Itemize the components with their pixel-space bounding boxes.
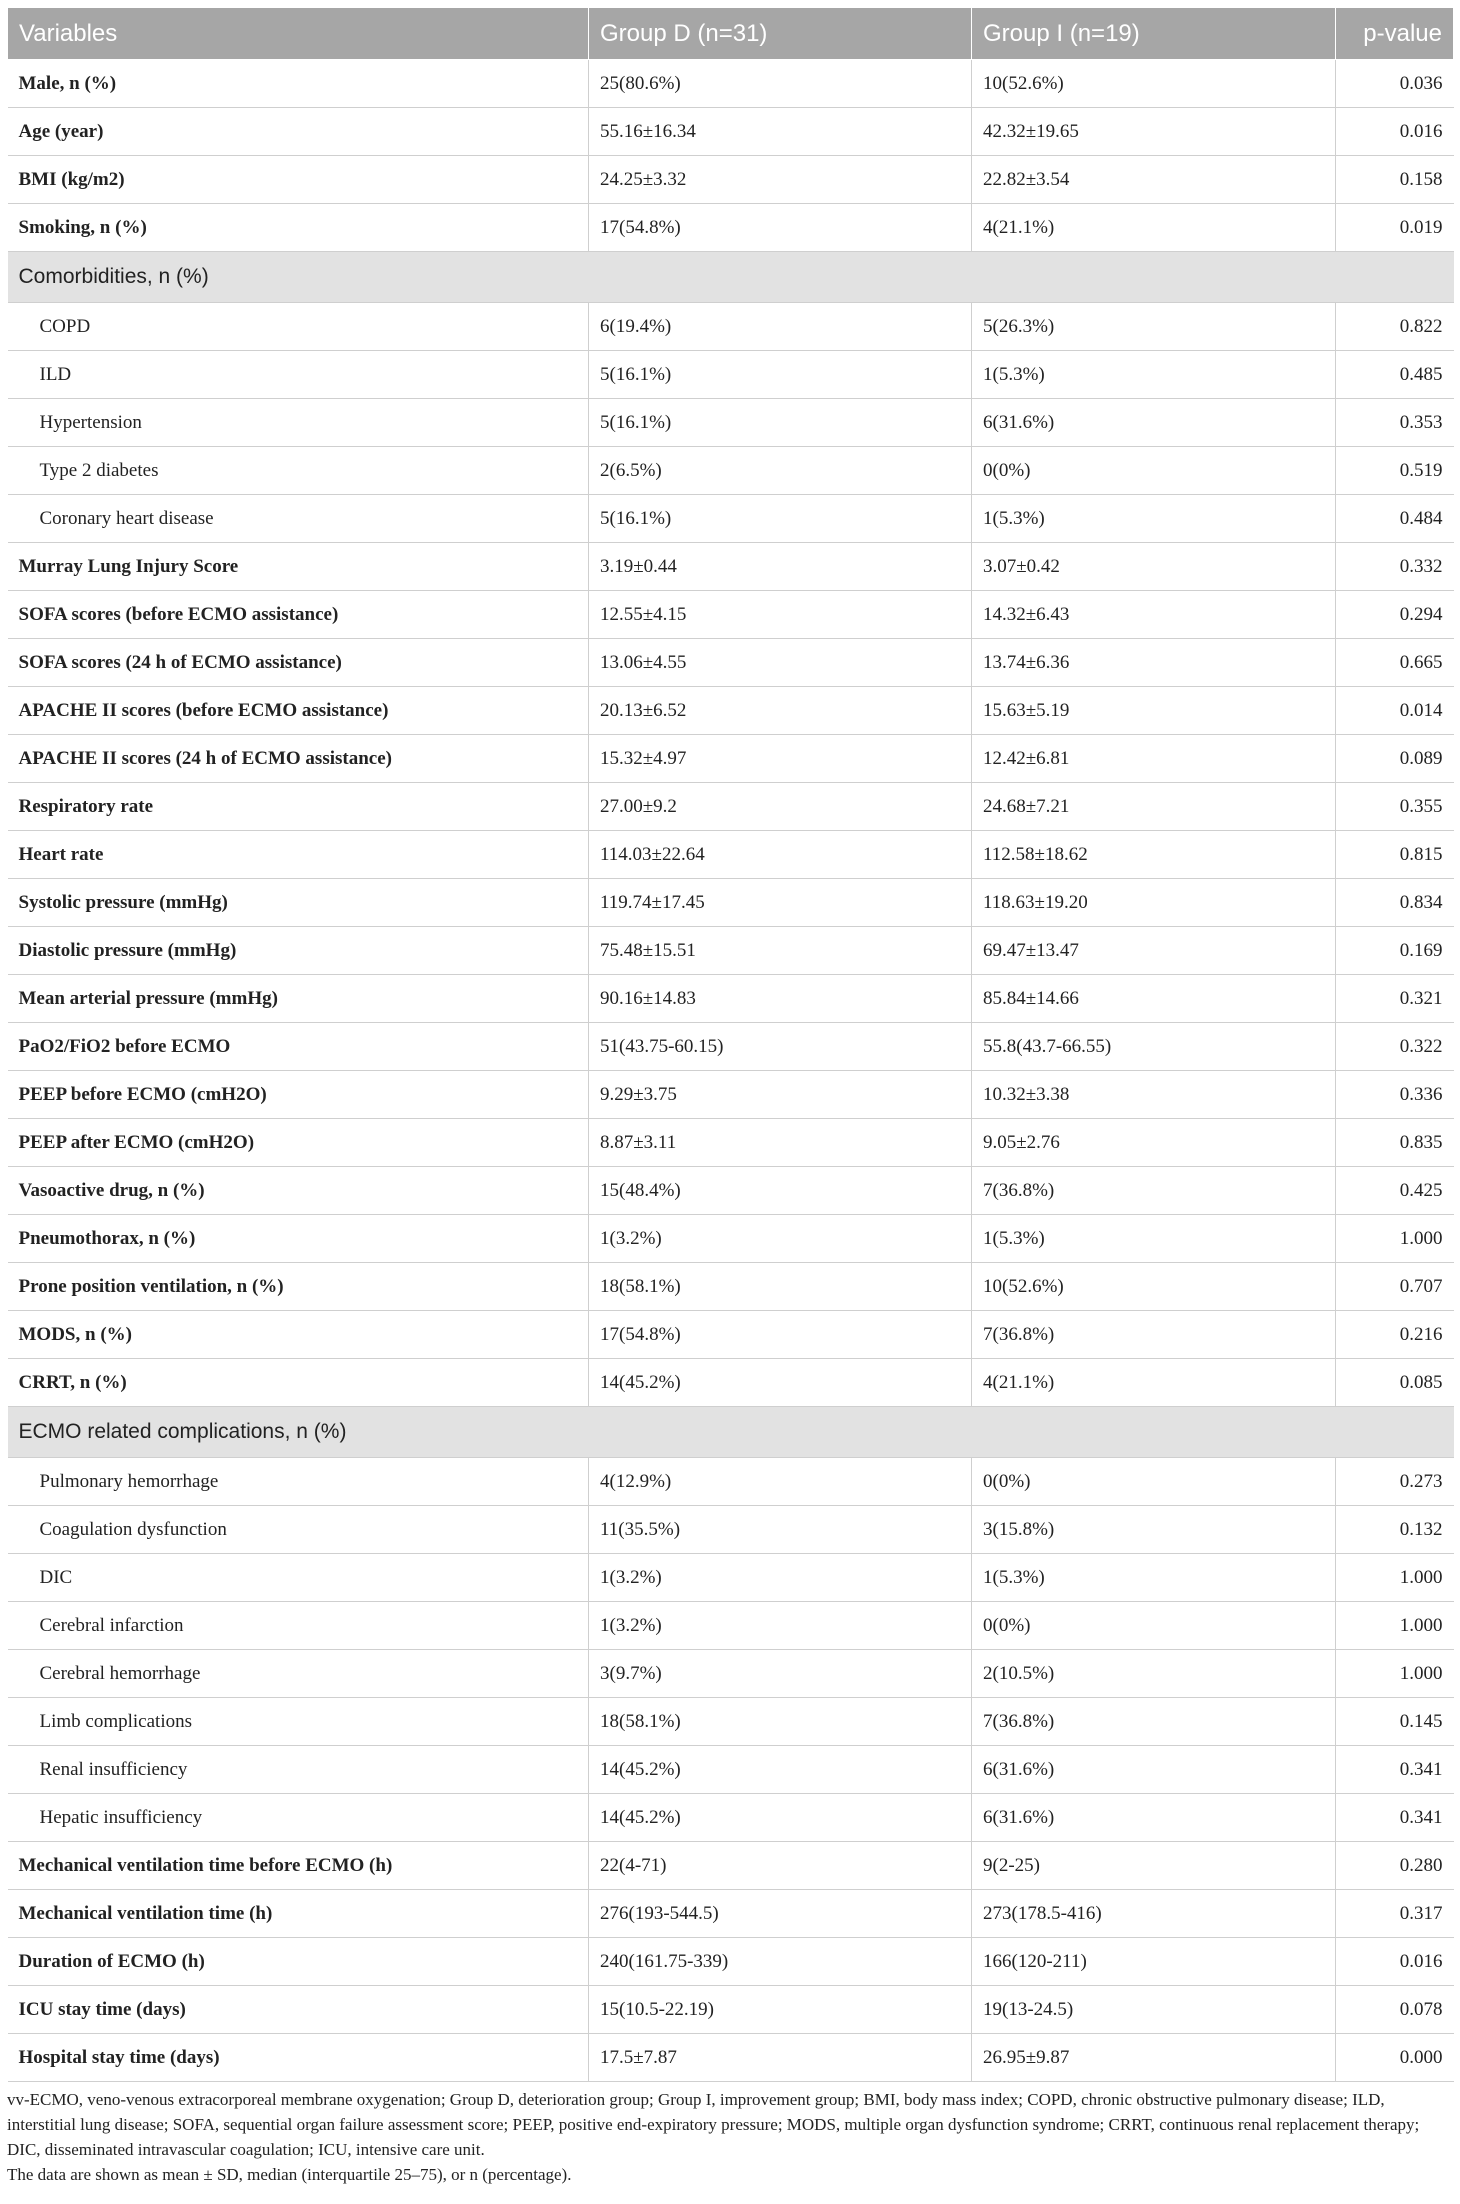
row-variable: Mechanical ventilation time (h) [8, 1890, 589, 1938]
row-group-i-value: 7(36.8%) [972, 1167, 1336, 1215]
row-p-value: 0.341 [1336, 1746, 1454, 1794]
header-variables: Variables [8, 8, 589, 60]
row-group-i-value: 15.63±5.19 [972, 687, 1336, 735]
row-p-value: 0.322 [1336, 1023, 1454, 1071]
row-variable: Prone position ventilation, n (%) [8, 1263, 589, 1311]
table-row [8, 1458, 1454, 1506]
row-group-i-value: 2(10.5%) [972, 1650, 1336, 1698]
row-group-i-value: 7(36.8%) [972, 1311, 1336, 1359]
row-variable: Hospital stay time (days) [8, 2034, 589, 2082]
row-variable: Coronary heart disease [8, 495, 589, 543]
row-variable: ICU stay time (days) [8, 1986, 589, 2034]
table-row [8, 1842, 1454, 1890]
table-row [8, 783, 1454, 831]
table-row [8, 1263, 1454, 1311]
row-group-d-value: 17.5±7.87 [589, 2034, 972, 2082]
section-title: ECMO related complications, n (%) [8, 1407, 1454, 1458]
row-group-i-value: 55.8(43.7-66.55) [972, 1023, 1336, 1071]
table-row [8, 927, 1454, 975]
table-row [8, 1746, 1454, 1794]
table-row [8, 1602, 1454, 1650]
row-p-value: 0.014 [1336, 687, 1454, 735]
row-variable: APACHE II scores (before ECMO assistance) [8, 687, 589, 735]
row-group-i-value: 273(178.5-416) [972, 1890, 1336, 1938]
row-p-value: 0.019 [1336, 204, 1454, 252]
row-group-i-value: 10(52.6%) [972, 60, 1336, 108]
row-group-d-value: 27.00±9.2 [589, 783, 972, 831]
row-group-i-value: 7(36.8%) [972, 1698, 1336, 1746]
row-group-d-value: 18(58.1%) [589, 1263, 972, 1311]
row-variable: Renal insufficiency [8, 1746, 589, 1794]
row-group-d-value: 22(4-71) [589, 1842, 972, 1890]
row-group-d-value: 15(48.4%) [589, 1167, 972, 1215]
row-variable: SOFA scores (before ECMO assistance) [8, 591, 589, 639]
row-p-value: 0.085 [1336, 1359, 1454, 1407]
row-group-i-value: 3.07±0.42 [972, 543, 1336, 591]
row-variable: CRRT, n (%) [8, 1359, 589, 1407]
table-row [8, 1938, 1454, 1986]
row-p-value: 0.707 [1336, 1263, 1454, 1311]
row-group-d-value: 114.03±22.64 [589, 831, 972, 879]
row-variable: Pulmonary hemorrhage [8, 1458, 589, 1506]
row-group-i-value: 14.32±6.43 [972, 591, 1336, 639]
row-group-i-value: 9(2-25) [972, 1842, 1336, 1890]
table-row [8, 1167, 1454, 1215]
table-row [8, 591, 1454, 639]
row-p-value: 0.036 [1336, 60, 1454, 108]
row-p-value: 0.169 [1336, 927, 1454, 975]
footnote-data-note: The data are shown as mean ± SD, median (interquartile 25–75), or n (percentage). [7, 2165, 572, 2184]
row-p-value: 0.016 [1336, 1938, 1454, 1986]
table-row [8, 1986, 1454, 2034]
clinical-characteristics-table [7, 8, 1454, 2082]
row-p-value: 1.000 [1336, 1650, 1454, 1698]
row-p-value: 0.321 [1336, 975, 1454, 1023]
table-row [8, 2034, 1454, 2082]
row-group-i-value: 1(5.3%) [972, 1215, 1336, 1263]
row-group-d-value: 11(35.5%) [589, 1506, 972, 1554]
row-group-d-value: 240(161.75-339) [589, 1938, 972, 1986]
table-row [8, 831, 1454, 879]
table-row [8, 975, 1454, 1023]
row-group-d-value: 1(3.2%) [589, 1215, 972, 1263]
table-row [8, 1506, 1454, 1554]
row-p-value: 0.280 [1336, 1842, 1454, 1890]
header-row [8, 8, 1454, 60]
row-group-d-value: 5(16.1%) [589, 351, 972, 399]
row-p-value: 0.353 [1336, 399, 1454, 447]
row-group-i-value: 166(120-211) [972, 1938, 1336, 1986]
row-group-i-value: 4(21.1%) [972, 204, 1336, 252]
row-p-value: 0.216 [1336, 1311, 1454, 1359]
row-variable: COPD [8, 303, 589, 351]
row-variable: Hypertension [8, 399, 589, 447]
row-p-value: 0.341 [1336, 1794, 1454, 1842]
row-variable: Coagulation dysfunction [8, 1506, 589, 1554]
table-row [8, 1023, 1454, 1071]
row-variable: Type 2 diabetes [8, 447, 589, 495]
row-variable: Diastolic pressure (mmHg) [8, 927, 589, 975]
table-row [8, 879, 1454, 927]
row-group-i-value: 9.05±2.76 [972, 1119, 1336, 1167]
row-variable: DIC [8, 1554, 589, 1602]
row-variable: Pneumothorax, n (%) [8, 1215, 589, 1263]
table-row [8, 1554, 1454, 1602]
row-group-i-value: 6(31.6%) [972, 399, 1336, 447]
row-variable: PaO2/FiO2 before ECMO [8, 1023, 589, 1071]
row-group-i-value: 10(52.6%) [972, 1263, 1336, 1311]
table-row [8, 351, 1454, 399]
row-group-d-value: 12.55±4.15 [589, 591, 972, 639]
row-group-d-value: 276(193-544.5) [589, 1890, 972, 1938]
table-row [8, 1071, 1454, 1119]
row-group-i-value: 19(13-24.5) [972, 1986, 1336, 2034]
row-group-i-value: 0(0%) [972, 447, 1336, 495]
row-variable: Heart rate [8, 831, 589, 879]
row-variable: Vasoactive drug, n (%) [8, 1167, 589, 1215]
row-variable: APACHE II scores (24 h of ECMO assistance) [8, 735, 589, 783]
table-row [8, 399, 1454, 447]
table-row [8, 495, 1454, 543]
row-variable: Cerebral hemorrhage [8, 1650, 589, 1698]
row-group-i-value: 5(26.3%) [972, 303, 1336, 351]
row-p-value: 0.822 [1336, 303, 1454, 351]
row-group-i-value: 6(31.6%) [972, 1746, 1336, 1794]
row-p-value: 0.485 [1336, 351, 1454, 399]
row-variable: Respiratory rate [8, 783, 589, 831]
row-group-i-value: 0(0%) [972, 1602, 1336, 1650]
row-group-i-value: 1(5.3%) [972, 351, 1336, 399]
row-variable: Age (year) [8, 108, 589, 156]
row-group-i-value: 6(31.6%) [972, 1794, 1336, 1842]
row-group-d-value: 75.48±15.51 [589, 927, 972, 975]
section-row [8, 1407, 1454, 1458]
row-group-d-value: 15(10.5-22.19) [589, 1986, 972, 2034]
row-p-value: 0.815 [1336, 831, 1454, 879]
row-group-d-value: 3.19±0.44 [589, 543, 972, 591]
row-variable: Male, n (%) [8, 60, 589, 108]
row-group-i-value: 10.32±3.38 [972, 1071, 1336, 1119]
row-group-d-value: 24.25±3.32 [589, 156, 972, 204]
row-group-i-value: 69.47±13.47 [972, 927, 1336, 975]
row-group-d-value: 8.87±3.11 [589, 1119, 972, 1167]
row-p-value: 0.336 [1336, 1071, 1454, 1119]
row-p-value: 0.665 [1336, 639, 1454, 687]
table-row [8, 735, 1454, 783]
row-variable: Duration of ECMO (h) [8, 1938, 589, 1986]
table-row [8, 687, 1454, 735]
row-group-d-value: 9.29±3.75 [589, 1071, 972, 1119]
row-group-d-value: 4(12.9%) [589, 1458, 972, 1506]
section-title: Comorbidities, n (%) [8, 252, 1454, 303]
row-group-d-value: 17(54.8%) [589, 1311, 972, 1359]
row-p-value: 0.273 [1336, 1458, 1454, 1506]
row-group-d-value: 3(9.7%) [589, 1650, 972, 1698]
data-table-container [7, 8, 1453, 2082]
row-variable: Mean arterial pressure (mmHg) [8, 975, 589, 1023]
row-group-i-value: 24.68±7.21 [972, 783, 1336, 831]
row-p-value: 0.484 [1336, 495, 1454, 543]
row-p-value: 0.158 [1336, 156, 1454, 204]
row-group-i-value: 13.74±6.36 [972, 639, 1336, 687]
table-row [8, 204, 1454, 252]
table-body [8, 60, 1454, 2082]
row-p-value: 0.332 [1336, 543, 1454, 591]
row-variable: Limb complications [8, 1698, 589, 1746]
section-row [8, 252, 1454, 303]
row-p-value: 0.355 [1336, 783, 1454, 831]
row-p-value: 0.078 [1336, 1986, 1454, 2034]
row-variable: ILD [8, 351, 589, 399]
table-row [8, 1215, 1454, 1263]
row-group-d-value: 25(80.6%) [589, 60, 972, 108]
row-group-i-value: 1(5.3%) [972, 495, 1336, 543]
table-row [8, 447, 1454, 495]
row-variable: PEEP after ECMO (cmH2O) [8, 1119, 589, 1167]
row-group-d-value: 51(43.75-60.15) [589, 1023, 972, 1071]
table-row [8, 1650, 1454, 1698]
row-p-value: 0.425 [1336, 1167, 1454, 1215]
row-p-value: 0.294 [1336, 591, 1454, 639]
table-row [8, 1794, 1454, 1842]
row-group-i-value: 22.82±3.54 [972, 156, 1336, 204]
row-group-i-value: 3(15.8%) [972, 1506, 1336, 1554]
row-p-value: 0.016 [1336, 108, 1454, 156]
row-group-d-value: 6(19.4%) [589, 303, 972, 351]
row-group-d-value: 14(45.2%) [589, 1746, 972, 1794]
table-row [8, 543, 1454, 591]
row-group-i-value: 4(21.1%) [972, 1359, 1336, 1407]
row-group-d-value: 119.74±17.45 [589, 879, 972, 927]
row-group-d-value: 1(3.2%) [589, 1554, 972, 1602]
row-p-value: 0.835 [1336, 1119, 1454, 1167]
row-variable: BMI (kg/m2) [8, 156, 589, 204]
row-group-d-value: 55.16±16.34 [589, 108, 972, 156]
row-p-value: 1.000 [1336, 1554, 1454, 1602]
row-variable: Cerebral infarction [8, 1602, 589, 1650]
table-row [8, 60, 1454, 108]
row-p-value: 0.834 [1336, 879, 1454, 927]
row-group-i-value: 118.63±19.20 [972, 879, 1336, 927]
row-variable: MODS, n (%) [8, 1311, 589, 1359]
table-row [8, 108, 1454, 156]
row-variable: Hepatic insufficiency [8, 1794, 589, 1842]
row-group-i-value: 0(0%) [972, 1458, 1336, 1506]
header-group-i: Group I (n=19) [972, 8, 1336, 60]
row-group-d-value: 1(3.2%) [589, 1602, 972, 1650]
row-group-d-value: 90.16±14.83 [589, 975, 972, 1023]
row-group-i-value: 26.95±9.87 [972, 2034, 1336, 2082]
row-group-d-value: 17(54.8%) [589, 204, 972, 252]
row-group-d-value: 20.13±6.52 [589, 687, 972, 735]
row-variable: Murray Lung Injury Score [8, 543, 589, 591]
row-group-d-value: 18(58.1%) [589, 1698, 972, 1746]
row-group-d-value: 14(45.2%) [589, 1359, 972, 1407]
row-variable: SOFA scores (24 h of ECMO assistance) [8, 639, 589, 687]
footnote-abbreviations: vv-ECMO, veno-venous extracorporeal membrane oxygenation; Group D, deterioration group; Group I, improvement group; BMI, body mass index; COPD, chronic obstructive pulmonary disease; ILD, interstitial lung disease; SOFA, sequential organ failure assessment score; PEEP, positive end-expiratory pressure; MODS, multiple organ dysfunction syndrome; CRRT, continuous renal replacement therapy; DIC, disseminated intravascular coagulation; ICU, intensive care unit. [7, 2090, 1420, 2159]
row-p-value: 0.089 [1336, 735, 1454, 783]
row-group-d-value: 2(6.5%) [589, 447, 972, 495]
row-group-i-value: 42.32±19.65 [972, 108, 1336, 156]
table-row [8, 156, 1454, 204]
row-group-d-value: 15.32±4.97 [589, 735, 972, 783]
row-p-value: 1.000 [1336, 1602, 1454, 1650]
row-variable: Systolic pressure (mmHg) [8, 879, 589, 927]
table-row [8, 1359, 1454, 1407]
row-variable: PEEP before ECMO (cmH2O) [8, 1071, 589, 1119]
table-row [8, 303, 1454, 351]
header-p-value: p-value [1336, 8, 1454, 60]
row-p-value: 0.000 [1336, 2034, 1454, 2082]
row-p-value: 0.317 [1336, 1890, 1454, 1938]
row-variable: Mechanical ventilation time before ECMO (h) [8, 1842, 589, 1890]
row-group-d-value: 13.06±4.55 [589, 639, 972, 687]
row-variable: Smoking, n (%) [8, 204, 589, 252]
header-group-d: Group D (n=31) [589, 8, 972, 60]
row-group-d-value: 5(16.1%) [589, 495, 972, 543]
row-p-value: 0.132 [1336, 1506, 1454, 1554]
row-group-i-value: 12.42±6.81 [972, 735, 1336, 783]
row-p-value: 1.000 [1336, 1215, 1454, 1263]
table-row [8, 1698, 1454, 1746]
row-group-i-value: 1(5.3%) [972, 1554, 1336, 1602]
row-group-i-value: 85.84±14.66 [972, 975, 1336, 1023]
row-group-d-value: 14(45.2%) [589, 1794, 972, 1842]
row-p-value: 0.145 [1336, 1698, 1454, 1746]
row-p-value: 0.519 [1336, 447, 1454, 495]
table-row [8, 1311, 1454, 1359]
table-footnotes [7, 2087, 1453, 2187]
table-row [8, 1890, 1454, 1938]
row-group-i-value: 112.58±18.62 [972, 831, 1336, 879]
table-row [8, 1119, 1454, 1167]
row-group-d-value: 5(16.1%) [589, 399, 972, 447]
table-row [8, 639, 1454, 687]
